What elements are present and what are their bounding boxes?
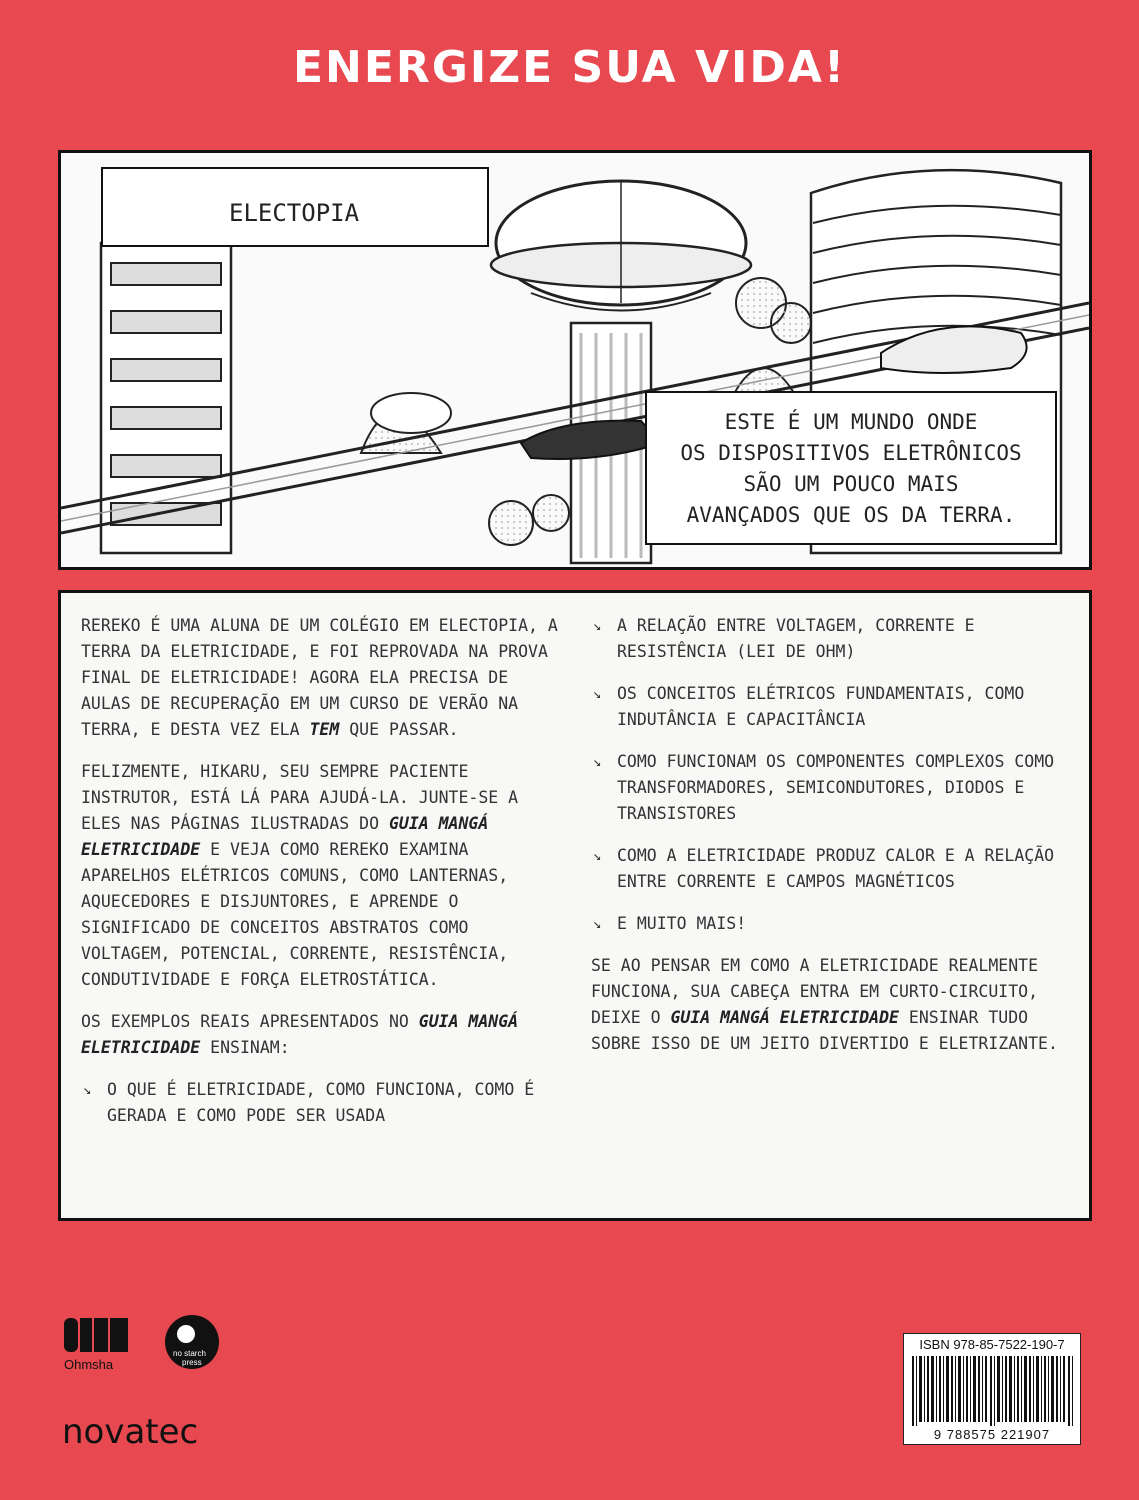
publisher-logos [62,1314,262,1388]
paragraph-examples: OS EXEMPLOS REAIS APRESENTADOS NO GUIA MANGÁ ELETRICIDADE ENSINAM: [81,1012,519,1057]
paragraph-closing: SE AO PENSAR EM COMO A ELETRICIDADE REALMENTE FUNCIONA, SUA CABEÇA ENTRA EM CURTO-CIRCUITO, DEIXE O GUIA MANGÁ ELETRICIDADE ENSINAR TUDO SOBRE ISSO DE UM JEITO DIVERTIDO E ELETRIZANTE. [591,956,1058,1053]
isbn-text: ISBN 978-85-7522-190-7 [919,1337,1065,1352]
barcode-icon [904,1356,1080,1426]
ohmsha-label: Ohmsha [64,1357,114,1372]
manga-panel [58,150,1092,570]
synopsis-right-column [591,613,1071,1073]
lightning-bullet-icon: ↘ [593,754,602,770]
cover-headline: ENERGIZE SUA VIDA! [292,42,847,93]
caption-line: SÃO UM POUCO MAIS [743,472,959,496]
caption-line: AVANÇADOS QUE OS DA TERRA. [686,503,1016,527]
list-item: ↘ O QUE É ELETRICIDADE, COMO FUNCIONA, COMO É GERADA E COMO PODE SER USADA [81,1077,559,1129]
nostarch-label-line2: press [182,1358,202,1367]
nostarch-label-line1: no starch [173,1349,206,1358]
list-item: ↘ E MUITO MAIS! [591,911,1071,937]
barcode-number: 9 788575 221907 [933,1427,1051,1442]
caption-electopia: ELECTOPIA [101,167,489,247]
lightning-bullet-icon: ↘ [593,618,602,634]
caption-line: ESTE É UM MUNDO ONDE [724,410,978,434]
lightning-bullet-icon: ↘ [593,686,602,702]
synopsis-left-column [81,613,559,1145]
isbn-barcode [903,1333,1081,1445]
lightning-bullet-icon: ↘ [83,1082,92,1098]
paragraph-intro: REREKO É UMA ALUNA DE UM COLÉGIO EM ELECTOPIA, A TERRA DA ELETRICIDADE, E FOI REPROVADA NA PROVA FINAL DE ELETRICIDADE! AGORA ELA PRECISA DE AULAS DE RECUPERAÇÃO EM UM CURSO DE VERÃO NA TERRA, E DESTA VEZ ELA TEM QUE PASSAR. [81,616,558,739]
novatec-logo: novatec [62,1412,199,1452]
synopsis-box [58,590,1092,1221]
list-item: ↘ COMO FUNCIONAM OS COMPONENTES COMPLEXOS COMO TRANSFORMADORES, SEMICONDUTORES, DIODOS E TRANSISTORES [591,749,1071,827]
lightning-bullet-icon: ↘ [593,848,602,864]
ohmsha-logo-icon [62,1314,262,1384]
list-item: ↘ A RELAÇÃO ENTRE VOLTAGEM, CORRENTE E RESISTÊNCIA (LEI DE OHM) [591,613,1071,665]
list-item: ↘ COMO A ELETRICIDADE PRODUZ CALOR E A RELAÇÃO ENTRE CORRENTE E CAMPOS MAGNÉTICOS [591,843,1071,895]
paragraph-hikaru: FELIZMENTE, HIKARU, SEU SEMPRE PACIENTE INSTRUTOR, ESTÁ LÁ PARA AJUDÁ-LA. JUNTE-SE A ELES NAS PÁGINAS ILUSTRADAS DO GUIA MANGÁ ELETRICIDADE E VEJA COMO REREKO EXAMINA APARELHOS ELÉTRICOS COMUNS, COMO LANTERNAS, AQUECEDORES E DISJUNTORES, E APRENDE O SIGNIFICADO DE CONCEITOS ABSTRATOS COMO VOLTAGEM, POTENCIAL, CORRENTE, RESISTÊNCIA, CONDUTIVIDADE E FORÇA ELETROSTÁTICA. [81,762,519,989]
lightning-bullet-icon: ↘ [593,916,602,932]
list-item: ↘ OS CONCEITOS ELÉTRICOS FUNDAMENTAIS, COMO INDUTÂNCIA E CAPACITÂNCIA [591,681,1071,733]
caption-world-description [645,391,1057,545]
caption-line: OS DISPOSITIVOS ELETRÔNICOS [680,441,1022,465]
